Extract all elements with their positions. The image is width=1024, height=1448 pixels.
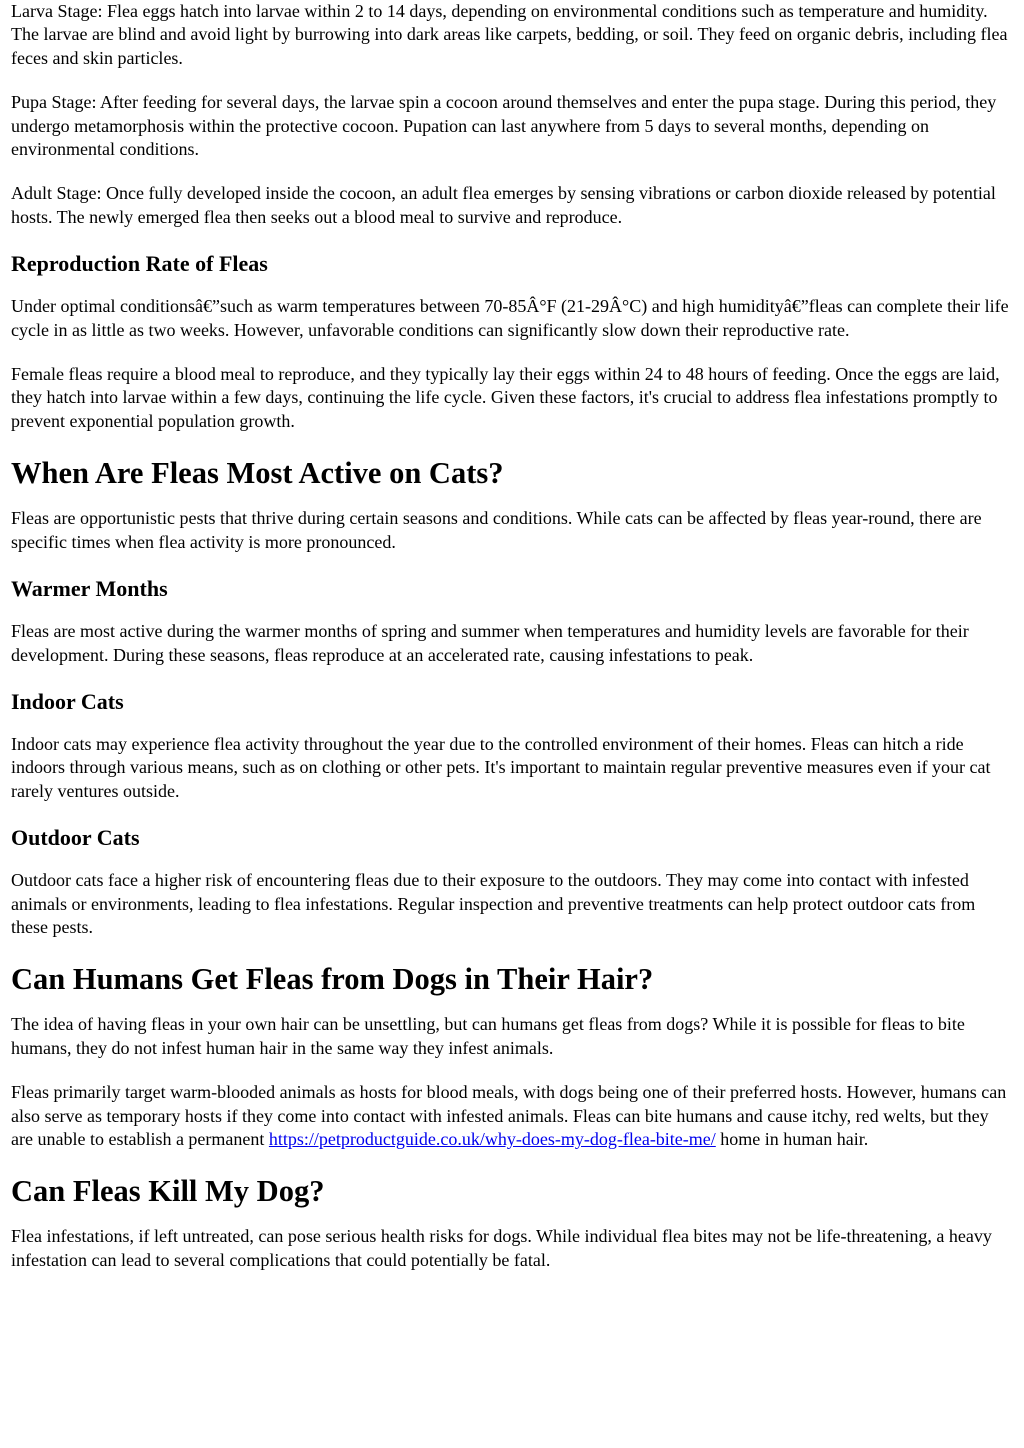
paragraph-opportunistic-pests: Fleas are opportunistic pests that thrive during certain seasons and conditions. While cats can be affected by fleas year-round, there are specific times when flea activity is more pronounced.	[11, 508, 982, 552]
paragraph-adult-stage: Adult Stage: Once fully developed inside the cocoon, an adult flea emerges by sensing vibrations or carbon dioxide released by potential hosts. The newly emerged flea then seeks out a blood meal to survive and reproduce.	[11, 183, 996, 227]
paragraph-fleas-target	[11, 1081, 1014, 1151]
paragraph-idea-fleas-hair: The idea of having fleas in your own hair can be unsettling, but can humans get fleas from dogs? While it is possible for fleas to bite humans, they do not infest human hair in the same way they infest animals.	[11, 1014, 965, 1058]
paragraph-female-fleas: Female fleas require a blood meal to reproduce, and they typically lay their eggs within 24 to 48 hours of feeding. Once the eggs are laid, they hatch into larvae within a few days, continuing the life cycle. Given these factors, it's crucial to address flea infestations promptly to prevent exponential population growth.	[11, 364, 1000, 431]
heading-fleas-active-cats: When Are Fleas Most Active on Cats?	[11, 456, 504, 491]
paragraph-fleas-target-text: Fleas primarily target warm-blooded animals as hosts for blood meals, with dogs being one of their preferred hosts. However, humans can also serve as temporary hosts if they come into contact with infested animals. Fleas can bite humans and cause itchy, red welts, but they are unable to establish a permanent	[11, 1082, 1007, 1149]
paragraph-indoor-cats: Indoor cats may experience flea activity throughout the year due to the controlled environment of their homes. Fleas can hitch a ride indoors through various means, such as on clothing or other pets. It's important to maintain regular preventive measures even if your cat rarely ventures outside.	[11, 733, 991, 801]
paragraph-optimal-conditions: Under optimal conditionsâ€”such as warm temperatures between 70-85Â°F (21-29Â°C) and high humidityâ€”fleas can complete their life cycle in as little as two weeks. However, unfavorable conditions can significantly slow down their reproductive rate.	[11, 296, 1009, 340]
paragraph-outdoor-cats: Outdoor cats face a higher risk of encountering fleas due to their exposure to the outdoors. They may come into contact with infested animals or environments, leading to flea infestations. Regular inspection and preventive treatments can help protect outdoor cats from these pests.	[11, 870, 976, 937]
paragraph-fleas-target-tail: home in human hair.	[715, 1128, 869, 1149]
paragraph-larva-stage: Larva Stage: Flea eggs hatch into larvae within 2 to 14 days, depending on environmental conditions such as temperature and humidity. The larvae are blind and avoid light by burrowing into dark areas like carpets, bedding, or soil. They feed on organic debris, including flea feces and skin particles.	[11, 1, 1008, 68]
heading-fleas-kill-dog: Can Fleas Kill My Dog?	[11, 1174, 325, 1209]
pet-product-guide-link[interactable]: https://petproductguide.co.uk/why-does-my-dog-flea-bite-me/	[268, 1128, 716, 1149]
heading-warmer-months: Warmer Months	[11, 576, 168, 602]
heading-humans-fleas-hair: Can Humans Get Fleas from Dogs in Their Hair?	[11, 962, 654, 997]
paragraph-pupa-stage: Pupa Stage: After feeding for several days, the larvae spin a cocoon around themselves and enter the pupa stage. During this period, they undergo metamorphosis within the protective cocoon. Pupation can last anywhere from 5 days to several months, depending on environmental conditions.	[11, 92, 997, 160]
heading-indoor-cats: Indoor Cats	[11, 688, 124, 714]
heading-outdoor-cats: Outdoor Cats	[11, 825, 140, 851]
paragraph-warmer-months: Fleas are most active during the warmer months of spring and summer when temperatures and humidity levels are favorable for their development. During these seasons, fleas reproduce at an accelerated rate, causing infestations to peak.	[11, 621, 969, 665]
heading-reproduction-rate: Reproduction Rate of Fleas	[11, 251, 268, 277]
paragraph-flea-infestations-risk: Flea infestations, if left untreated, can pose serious health risks for dogs. While individual flea bites may not be life-threatening, a heavy infestation can lead to several complications that could potentially be fatal.	[11, 1226, 992, 1270]
